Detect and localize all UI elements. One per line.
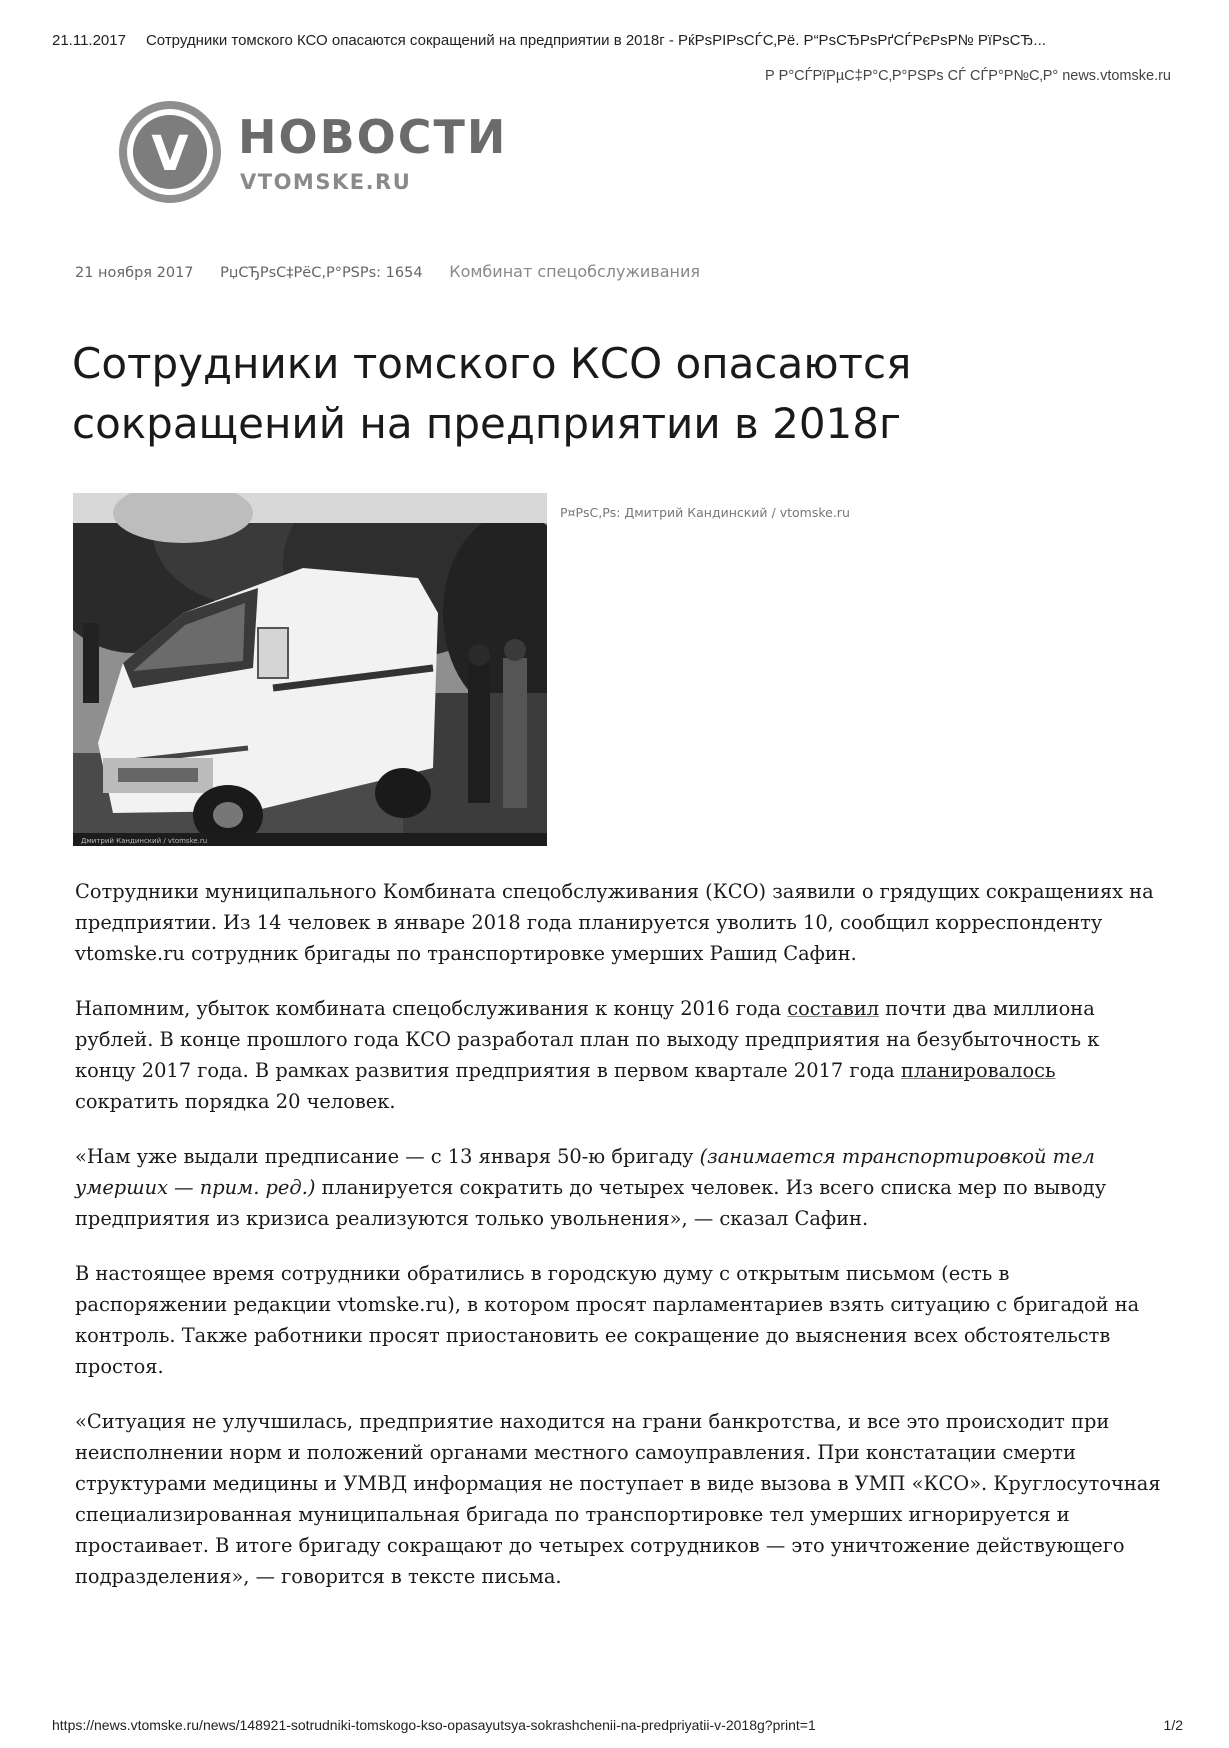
print-date: 21.11.2017 [52, 32, 126, 49]
paragraph-5: «Ситуация не улучшилась, предприятие находится на грани банкротства, и все это происходит при неисполнении норм и положений органами местного самоуправления. При констатации смерти структурами медицины и УМВД информация не поступает в виде вызова в УМП «КСО». Круглосуточная специализированная муниципальная бригада по транспортировке тел умерших игнорируется и простаивает. В итоге бригаду сокращают до четырех сотрудников — это уничтожение действующего подразделения», — говорится в тексте письма. [75, 1410, 1161, 1588]
article-title: Сотрудники томского КСО опасаются сокращений на предприятии в 2018г [72, 339, 912, 448]
print-page-title: Сотрудники томского КСО опасаются сокращений на предприятии в 2018г - РќРѕРІРѕСЃС‚Рё. Р“РѕСЂРѕРґСЃРєРѕР№ РїРѕСЂ... [145, 32, 1046, 49]
logo-subtitle: VTOMSKE.RU [240, 170, 412, 194]
article-date: 21 ноября 2017 [75, 265, 194, 281]
logo-v-icon [118, 100, 222, 204]
print-source-label: Р Р°СЃРїРµС‡Р°С‚Р°РЅРѕ СЃ СЃР°Р№С‚Р° [764, 68, 1059, 84]
print-footer-url[interactable]: https://news.vtomske.ru/news/148921-sotrudniki-tomskogo-kso-opasayutsya-sokrashchenii-na-predpriyatii-v-2018g?print=1 [52, 1717, 816, 1733]
print-page-number: 1/2 [1163, 1717, 1183, 1733]
paragraph-1: Сотрудники муниципального Комбината спецобслуживания (КСО) заявили о грядущих сокращениях на предприятии. Из 14 человек в январе 2018 года планируется уволить 10, сообщил корреспонденту vtomske.ru сотрудник бригады по транспортировке умерших Рашид Сафин. [75, 880, 1154, 965]
paragraph-3: «Нам уже выдали предписание — с 13 января 50-ю бригаду (занимается транспортировкой тел умерших — прим. ред.) планируется сократить до четырех человек. Из всего списка мер по выводу предприятия из кризиса реализуются только увольнения», — сказал Сафин. [75, 1145, 1107, 1230]
print-source [765, 68, 1171, 84]
article-meta [75, 262, 722, 281]
photo-credit: Р¤РѕС‚Рѕ: Дмитрий Кандинский / vtomske.ru [560, 505, 850, 520]
category-link[interactable]: Комбинат спецобслуживания [449, 262, 701, 281]
article-photo [73, 493, 547, 846]
print-source-domain[interactable]: news.vtomske.ru [1062, 68, 1171, 84]
photo-caption: Дмитрий Кандинский / vtomske.ru [81, 837, 208, 845]
print-header [52, 32, 1046, 49]
editor-note: (занимается транспортировкой тел умерших — прим. ред.) [75, 1145, 1095, 1199]
link-sostavil[interactable]: составил [787, 997, 880, 1020]
logo-letter: V [151, 126, 189, 182]
article-body [75, 876, 1165, 1616]
logo-title: НОВОСТИ [238, 110, 508, 164]
paragraph-2: Напомним, убыток комбината спецобслуживания к концу 2016 года составил почти два миллиона рублей. В конце прошлого года КСО разработал план по выходу предприятия на безубыточность к концу 2017 года. В рамках развития предприятия в первом квартале 2017 года планировалось сократить порядка 20 человек. [75, 997, 1100, 1113]
link-planirovalos[interactable]: планировалось [900, 1059, 1056, 1082]
site-logo[interactable] [118, 100, 538, 200]
view-count: РџСЂРѕС‡РёС‚Р°РЅРѕ: 1654 [220, 265, 423, 281]
paragraph-4: В настоящее время сотрудники обратились в городскую думу с открытым письмом (есть в распоряжении редакции vtomske.ru), в котором просят парламентариев взять ситуацию с бригадой на контроль. Также работники просят приостановить ее сокращение до выяснения всех обстоятельств простоя. [75, 1262, 1140, 1378]
